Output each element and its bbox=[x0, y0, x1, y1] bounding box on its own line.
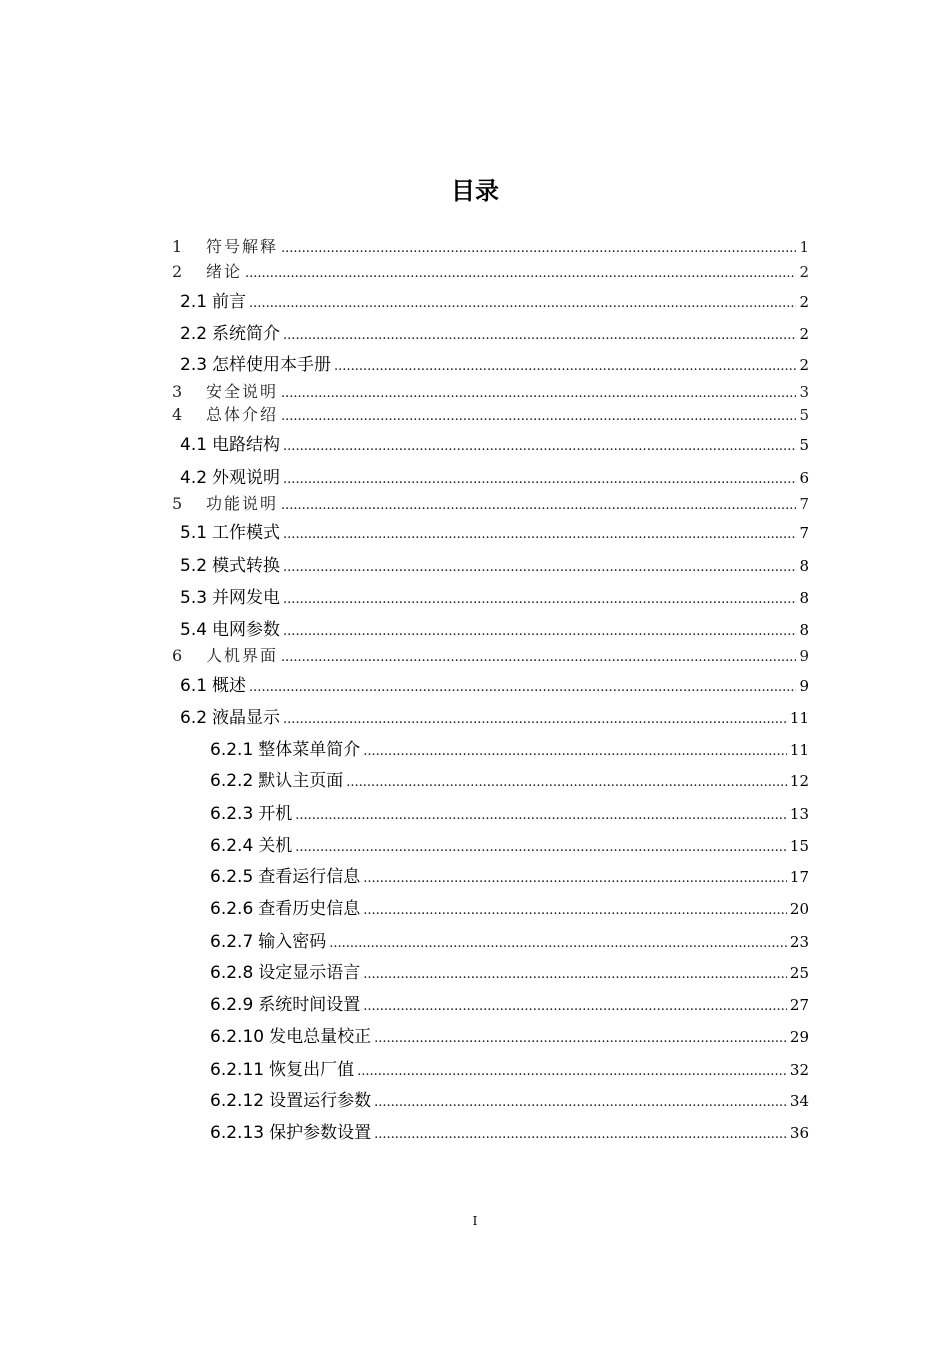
page-number: I bbox=[472, 1214, 478, 1228]
toc-entry[interactable] bbox=[210, 894, 809, 919]
toc-entry-number: 5 bbox=[172, 494, 183, 513]
toc-entry-number: 6.2.9 bbox=[210, 995, 254, 1015]
toc-entry-label: 人机界面 bbox=[206, 646, 279, 665]
toc-entry-number: 6.2.2 bbox=[210, 771, 254, 791]
toc-entry-number: 5.4 bbox=[180, 620, 208, 640]
toc-entry[interactable] bbox=[210, 927, 809, 952]
toc-entry[interactable] bbox=[180, 287, 809, 312]
toc-leader-dots bbox=[281, 241, 796, 256]
toc-entry-label: 前言 bbox=[212, 292, 247, 312]
toc-entry-number: 6.2.8 bbox=[210, 963, 254, 983]
toc-entry-page: 5 bbox=[799, 436, 809, 454]
toc-entry[interactable] bbox=[172, 491, 809, 514]
toc-entry[interactable] bbox=[210, 1022, 809, 1047]
toc-entry-page: 7 bbox=[799, 495, 809, 513]
toc-entry[interactable] bbox=[172, 234, 809, 257]
toc-leader-dots bbox=[283, 328, 796, 343]
toc-entry-number: 2.3 bbox=[180, 355, 208, 375]
toc-entry-page: 9 bbox=[799, 647, 809, 665]
toc-entry-page: 12 bbox=[789, 772, 809, 790]
toc-entry-page: 32 bbox=[789, 1061, 809, 1079]
toc-entry-number: 6.2.13 bbox=[210, 1123, 265, 1143]
toc-leader-dots bbox=[363, 903, 787, 918]
toc-entry[interactable] bbox=[180, 463, 809, 488]
toc-leader-dots bbox=[245, 266, 796, 281]
page-title: 目录 bbox=[451, 177, 499, 205]
toc-entry[interactable] bbox=[172, 402, 809, 425]
toc-entry-label: 外观说明 bbox=[212, 468, 281, 488]
toc-entry-label: 开机 bbox=[258, 804, 293, 824]
toc-entry-label: 输入密码 bbox=[258, 932, 327, 952]
toc-leader-dots bbox=[357, 1064, 787, 1079]
toc-entry[interactable] bbox=[180, 583, 809, 608]
toc-entry-page: 3 bbox=[799, 383, 809, 401]
toc-entry[interactable] bbox=[180, 518, 809, 543]
toc-entry-label: 恢复出厂值 bbox=[269, 1060, 355, 1080]
toc-leader-dots bbox=[281, 386, 796, 401]
toc-leader-dots bbox=[363, 744, 787, 759]
toc-entry-number: 4 bbox=[172, 405, 183, 424]
toc-entry-page: 2 bbox=[799, 293, 809, 311]
toc-entry[interactable] bbox=[180, 671, 809, 696]
toc-entry-label: 模式转换 bbox=[212, 556, 281, 576]
toc-entry-page: 20 bbox=[789, 900, 809, 918]
toc-leader-dots bbox=[281, 409, 796, 424]
toc-entry-label: 设置运行参数 bbox=[269, 1091, 372, 1111]
toc-entry-page: 34 bbox=[789, 1092, 809, 1110]
toc-entry-label: 电路结构 bbox=[212, 435, 281, 455]
toc-entry-label: 总体介绍 bbox=[206, 405, 279, 424]
toc-entry-page: 7 bbox=[799, 524, 809, 542]
toc-entry-page: 5 bbox=[799, 406, 809, 424]
toc-leader-dots bbox=[363, 999, 787, 1014]
toc-entry-page: 27 bbox=[789, 996, 809, 1014]
toc-entry-label: 发电总量校正 bbox=[269, 1027, 372, 1047]
toc-entry[interactable] bbox=[180, 319, 809, 344]
toc-leader-dots bbox=[363, 967, 787, 982]
toc-entry-label: 工作模式 bbox=[212, 523, 281, 543]
toc-entry[interactable] bbox=[210, 990, 809, 1015]
toc-leader-dots bbox=[374, 1031, 787, 1046]
toc-entry[interactable] bbox=[210, 1055, 809, 1080]
toc-entry-page: 17 bbox=[789, 868, 809, 886]
toc-leader-dots bbox=[329, 936, 787, 951]
toc-leader-dots bbox=[374, 1127, 787, 1142]
toc-entry-number: 6.2.4 bbox=[210, 836, 254, 856]
toc-leader-dots bbox=[283, 472, 796, 487]
toc-entry-number: 5.1 bbox=[180, 523, 208, 543]
toc-entry-page: 13 bbox=[789, 805, 809, 823]
toc-entry[interactable] bbox=[210, 1118, 809, 1143]
toc-entry-page: 8 bbox=[799, 621, 809, 639]
toc-entry-page: 36 bbox=[789, 1124, 809, 1142]
toc-entry-label: 保护参数设置 bbox=[269, 1123, 372, 1143]
toc-entry-page: 11 bbox=[789, 741, 809, 759]
toc-leader-dots bbox=[249, 296, 796, 311]
toc-entry-number: 2.1 bbox=[180, 292, 208, 312]
toc-entry-number: 5.2 bbox=[180, 556, 208, 576]
toc-leader-dots bbox=[281, 650, 796, 665]
toc-entry-number: 6.1 bbox=[180, 676, 208, 696]
toc-entry[interactable] bbox=[210, 1086, 809, 1111]
toc-entry-number: 6.2.10 bbox=[210, 1027, 265, 1047]
toc-entry-number: 6.2.5 bbox=[210, 867, 254, 887]
toc-entry[interactable] bbox=[172, 643, 809, 666]
toc-entry[interactable] bbox=[180, 615, 809, 640]
toc-entry-number: 6.2 bbox=[180, 708, 208, 728]
toc-entry-number: 6.2.7 bbox=[210, 932, 254, 952]
toc-leader-dots bbox=[295, 840, 787, 855]
toc-entry-page: 2 bbox=[799, 356, 809, 374]
toc-entry-page: 8 bbox=[799, 589, 809, 607]
toc-entry-label: 系统时间设置 bbox=[258, 995, 361, 1015]
toc-entry-page: 29 bbox=[789, 1028, 809, 1046]
toc-leader-dots bbox=[283, 560, 796, 575]
toc-entry-label: 系统简介 bbox=[212, 324, 281, 344]
toc-entry-label: 绪论 bbox=[206, 262, 243, 281]
toc-entry-number: 5.3 bbox=[180, 588, 208, 608]
toc-entry[interactable] bbox=[180, 703, 809, 728]
toc-entry[interactable] bbox=[210, 958, 809, 983]
toc-entry-label: 符号解释 bbox=[206, 237, 279, 256]
toc-leader-dots bbox=[281, 498, 796, 513]
toc-entry-number: 3 bbox=[172, 382, 183, 401]
toc-entry-label: 怎样使用本手册 bbox=[212, 355, 332, 375]
toc-entry-page: 9 bbox=[799, 677, 809, 695]
toc-entry-page: 25 bbox=[789, 964, 809, 982]
toc-entry[interactable] bbox=[180, 551, 809, 576]
toc-leader-dots bbox=[283, 624, 796, 639]
toc-leader-dots bbox=[283, 527, 796, 542]
toc-entry[interactable] bbox=[172, 259, 809, 282]
toc-entry-label: 整体菜单简介 bbox=[258, 740, 361, 760]
toc-entry-label: 查看运行信息 bbox=[258, 867, 361, 887]
toc-entry-page: 11 bbox=[789, 709, 809, 727]
toc-entry-number: 2 bbox=[172, 262, 183, 281]
toc-entry-page: 2 bbox=[799, 325, 809, 343]
toc-entry[interactable] bbox=[210, 799, 809, 824]
toc-entry-label: 液晶显示 bbox=[212, 708, 281, 728]
toc-leader-dots bbox=[334, 359, 796, 374]
toc-entry-number: 6.2.12 bbox=[210, 1091, 265, 1111]
toc-entry[interactable] bbox=[172, 379, 809, 402]
toc-entry-label: 查看历史信息 bbox=[258, 899, 361, 919]
toc-entry[interactable] bbox=[180, 350, 809, 375]
toc-leader-dots bbox=[283, 592, 796, 607]
toc-entry-label: 并网发电 bbox=[212, 588, 281, 608]
toc-entry[interactable] bbox=[210, 766, 809, 791]
toc-entry-number: 6.2.1 bbox=[210, 740, 254, 760]
toc-entry-label: 设定显示语言 bbox=[258, 963, 361, 983]
toc-entry-label: 默认主页面 bbox=[258, 771, 344, 791]
toc-entry-number: 6.2.6 bbox=[210, 899, 254, 919]
toc-entry-number: 2.2 bbox=[180, 324, 208, 344]
toc-leader-dots bbox=[363, 871, 787, 886]
toc-entry-label: 概述 bbox=[212, 676, 247, 696]
toc-entry-page: 6 bbox=[799, 469, 809, 487]
toc-entry-page: 8 bbox=[799, 557, 809, 575]
toc-entry-page: 23 bbox=[789, 933, 809, 951]
toc-entry[interactable] bbox=[180, 430, 809, 455]
toc-entry-label: 功能说明 bbox=[206, 494, 279, 513]
toc-entry-page: 15 bbox=[789, 837, 809, 855]
toc-leader-dots bbox=[295, 808, 787, 823]
toc-entry-label: 电网参数 bbox=[212, 620, 281, 640]
toc-entry-page: 2 bbox=[799, 263, 809, 281]
toc-entry-page: 1 bbox=[799, 238, 809, 256]
toc-entry[interactable] bbox=[210, 831, 809, 856]
toc-leader-dots bbox=[374, 1095, 787, 1110]
toc-entry-number: 6.2.11 bbox=[210, 1060, 265, 1080]
toc-entry-number: 1 bbox=[172, 237, 183, 256]
toc-entry[interactable] bbox=[210, 735, 809, 760]
toc-leader-dots bbox=[283, 439, 796, 454]
toc-leader-dots bbox=[283, 712, 787, 727]
toc-entry-number: 4.1 bbox=[180, 435, 208, 455]
toc-leader-dots bbox=[346, 775, 787, 790]
toc-entry[interactable] bbox=[210, 862, 809, 887]
toc-entry-number: 6.2.3 bbox=[210, 804, 254, 824]
toc-entry-label: 关机 bbox=[258, 836, 293, 856]
toc-leader-dots bbox=[249, 680, 796, 695]
toc-entry-label: 安全说明 bbox=[206, 382, 279, 401]
toc-entry-number: 4.2 bbox=[180, 468, 208, 488]
toc-entry-number: 6 bbox=[172, 646, 183, 665]
